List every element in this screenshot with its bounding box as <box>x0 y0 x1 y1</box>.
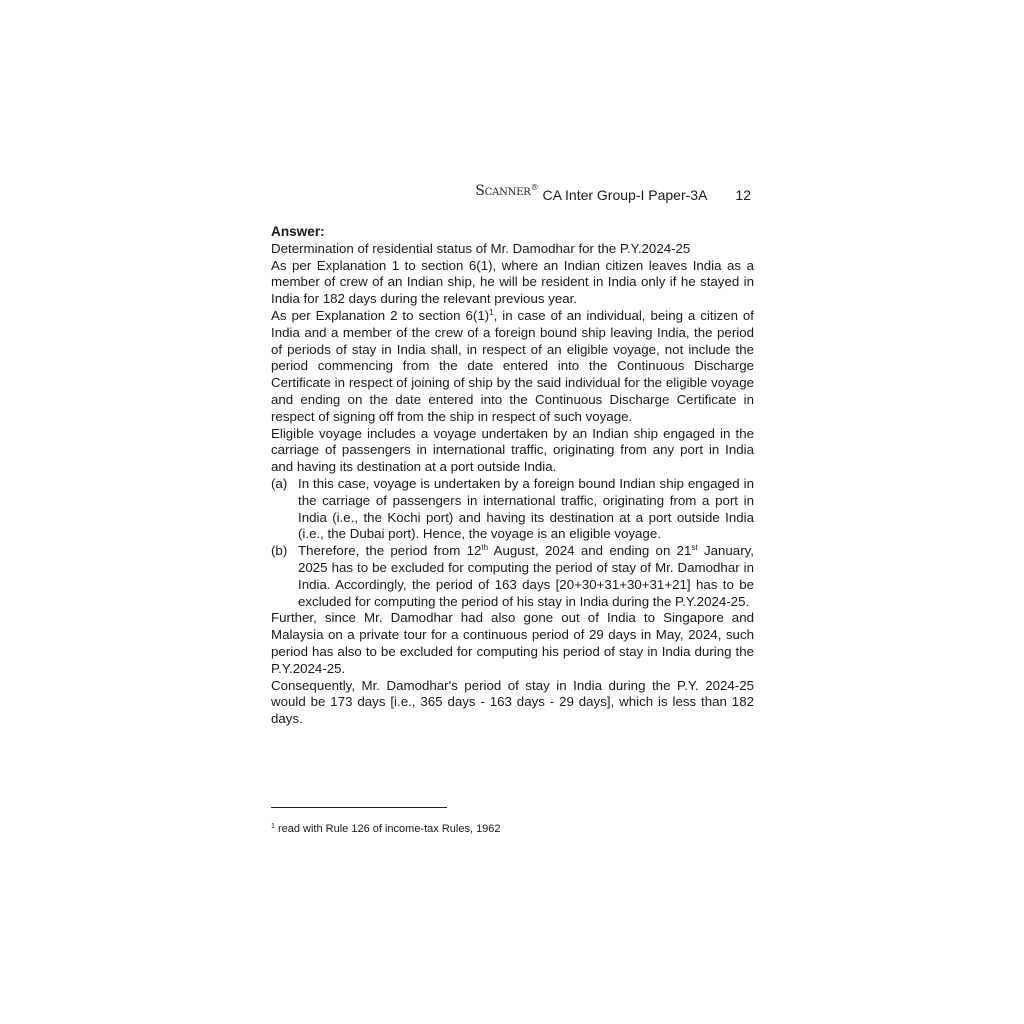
page-header <box>271 184 751 206</box>
footnote-divider <box>271 807 447 808</box>
footnote-marker: 1 <box>271 823 275 830</box>
answer-body <box>271 224 754 728</box>
list-marker: (b) <box>271 543 288 559</box>
list-item-b <box>271 543 754 610</box>
footnote-ref: 1 <box>489 307 494 317</box>
publisher-logo: SCANNER® <box>475 183 539 199</box>
paragraph-conclusion: Consequently, Mr. Damodhar's period of stay in India during the P.Y. 2024-25 would be 173 days [i.e., 365 days - 163 days - 29 days], which is less than 182 days. <box>271 677 754 727</box>
footnote-text: read with Rule 126 of income-tax Rules, 1962 <box>277 823 501 835</box>
paragraph-private-tour: Further, since Mr. Damodhar had also gone out of India to Singapore and Malaysia on a private tour for a continuous period of 29 days in May, 2024, such period has also to be excluded for computing his period of stay in India during the P.Y.2024-25. <box>271 610 754 676</box>
list-item-a <box>271 476 754 543</box>
list-item-text: Therefore, the period from 12th August, 2024 and ending on 21st January, 2025 has to be excluded for computing the period of stay of Mr. Damodhar in India. Accordingly, the period of 163 days [20+30+31+30+31+21] has to be excluded for computing the period of his stay in India during the P.Y.2024-25. <box>298 543 754 609</box>
list-marker: (a) <box>271 475 288 491</box>
running-title: CA Inter Group-I Paper-3A <box>542 187 708 203</box>
answer-heading: Answer: <box>271 224 325 239</box>
page-number: 12 <box>735 187 751 203</box>
footnote <box>271 822 754 836</box>
paragraph-explanation-1: As per Explanation 1 to section 6(1), where an Indian citizen leaves India as a member of crew of an Indian ship, he will be resident in India only if he stayed in India for 182 days during the relevant previous year. <box>271 257 754 307</box>
list-item-text: In this case, voyage is undertaken by a foreign bound Indian ship engaged in the carriage of passengers in international traffic, originating from a port in India (i.e., the Kochi port) and having its destination at a port outside India (i.e., the Dubai port). Hence, the voyage is an eligible voyage. <box>298 475 754 542</box>
paragraph-explanation-2: As per Explanation 2 to section $6(1)^1$, in case of an individual, being a citizen of India and a member of the crew of a foreign bound ship leaving India, the period of periods of stay in India shall, in respect of an eligible voyage, not include the period commencing from the date entered into the Continuous Discharge Certificate in respect of joining of ship by the said individual for the eligible voyage and ending on the date entered into the Continuous Discharge Certificate in respect of signing off from the ship in respect of such voyage. <box>271 307 754 424</box>
answer-intro: Determination of residential status of Mr. Damodhar for the P.Y.2024-25 <box>271 240 691 256</box>
paragraph-eligible-voyage: Eligible voyage includes a voyage undertaken by an Indian ship engaged in the carriage of passengers in international traffic, originating from any port in India and having its destination at a port outside India. <box>271 425 754 475</box>
